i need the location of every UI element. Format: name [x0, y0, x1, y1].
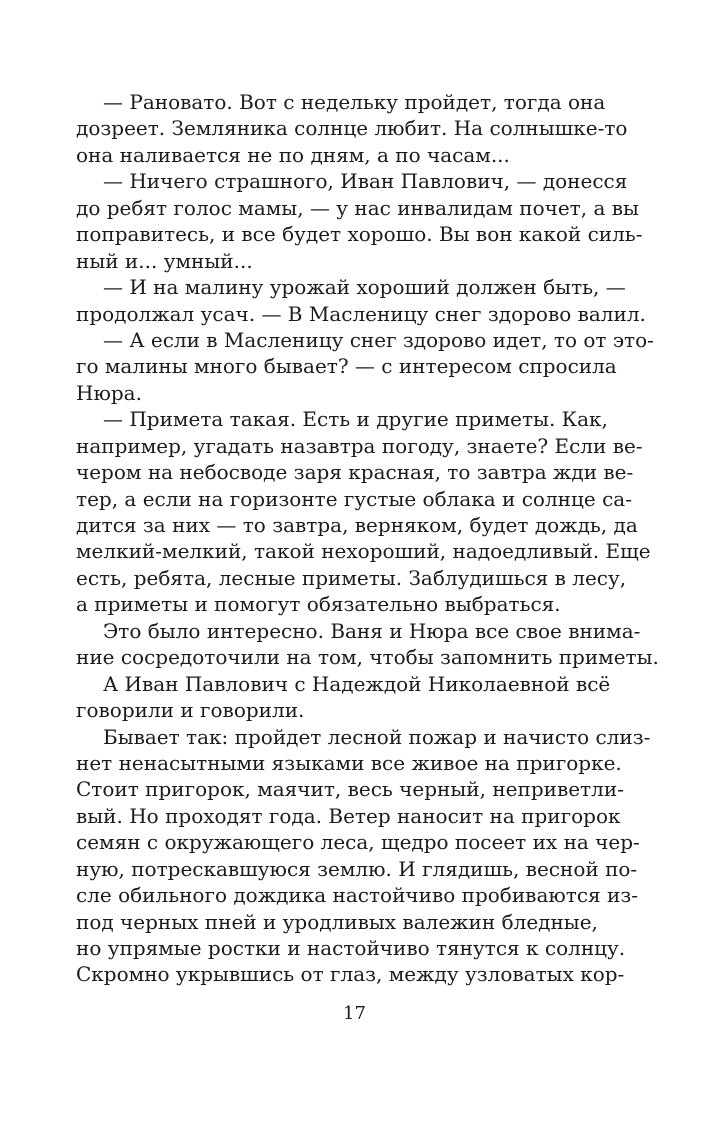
text-line: — А если в Масленицу снег здорово идет, то от это-	[103, 327, 654, 352]
text-line: есть, ребята, лесные приметы. Заблудишься в лесу,	[76, 565, 627, 590]
text-line: А Иван Павлович с Надеждой Николаевной всё	[103, 671, 611, 696]
text-line: продолжал усач. — В Масленицу снег здорово валил.	[76, 301, 646, 326]
text-line: под черных пней и уродливых валежин бледные,	[76, 909, 598, 934]
text-line: говорили и говорили.	[76, 698, 305, 723]
text-line: ние сосредоточили на том, чтобы запомнить приметы.	[76, 645, 659, 670]
text-line: дозреет. Земляника солнце любит. На солнышке-то	[76, 116, 628, 141]
text-line: — Примета такая. Есть и другие приметы. Как,	[103, 407, 608, 432]
text-line: до ребят голос мамы, — у нас инвалидам почет, а вы	[76, 195, 639, 220]
text-line: ную, потрескавшуюся землю. И глядишь, весной по-	[76, 856, 638, 881]
text-line: поправитесь, и все будет хорошо. Вы вон какой силь-	[76, 222, 643, 247]
text-line: а приметы и помогут обязательно выбраться.	[76, 592, 561, 617]
text-line: например, угадать назавтра погоду, знаете? Если ве-	[76, 433, 643, 458]
text-line: вый. Но проходят года. Ветер наносит на пригорок	[76, 803, 621, 828]
page-number: 17	[343, 1003, 366, 1024]
text-line: мелкий-мелкий, такой нехороший, надоедливый. Еще	[76, 539, 651, 564]
text-line: тер, а если на горизонте густые облака и солнце са-	[76, 486, 632, 511]
text-line: Это было интересно. Ваня и Нюра все свое внима-	[103, 618, 641, 643]
text-line: — Ничего страшного, Иван Павлович, — донесся	[103, 169, 628, 194]
text-line: дится за них — то завтра, верняком, будет дождь, да	[76, 513, 638, 537]
text-line: чером на небосводе заря красная, то завтра жди ве-	[76, 460, 634, 485]
text-line: но упрямые ростки и настойчиво тянутся к солнцу.	[76, 936, 626, 960]
text-line: Нюра.	[76, 380, 142, 405]
text-line: Бывает так: пройдет лесной пожар и начисто слиз-	[103, 724, 651, 749]
text-line: Скромно укрывшись от глаз, между узловатых кор-	[76, 962, 625, 987]
text-line: — Рановато. Вот с недельку пройдет, тогда она	[103, 90, 606, 114]
text-line: семян с окружающего леса, щедро посеет их на чер-	[76, 830, 640, 855]
text-line: — И на малину урожай хороший должен быть, —	[103, 275, 626, 300]
text-line: Стоит пригорок, маячит, весь черный, неприветли-	[76, 777, 624, 802]
text-line: сле обильного дождика настойчиво пробиваются из-	[76, 883, 639, 908]
text-line: нет ненасытными языками все живое на пригорке.	[76, 750, 622, 775]
text-line: ный и... умный...	[76, 248, 253, 273]
text-line: она наливается не по дням, а по часам...	[76, 142, 510, 167]
body-text	[76, 89, 659, 988]
text-line: го малины много бывает? — с интересом спросила	[76, 354, 617, 379]
